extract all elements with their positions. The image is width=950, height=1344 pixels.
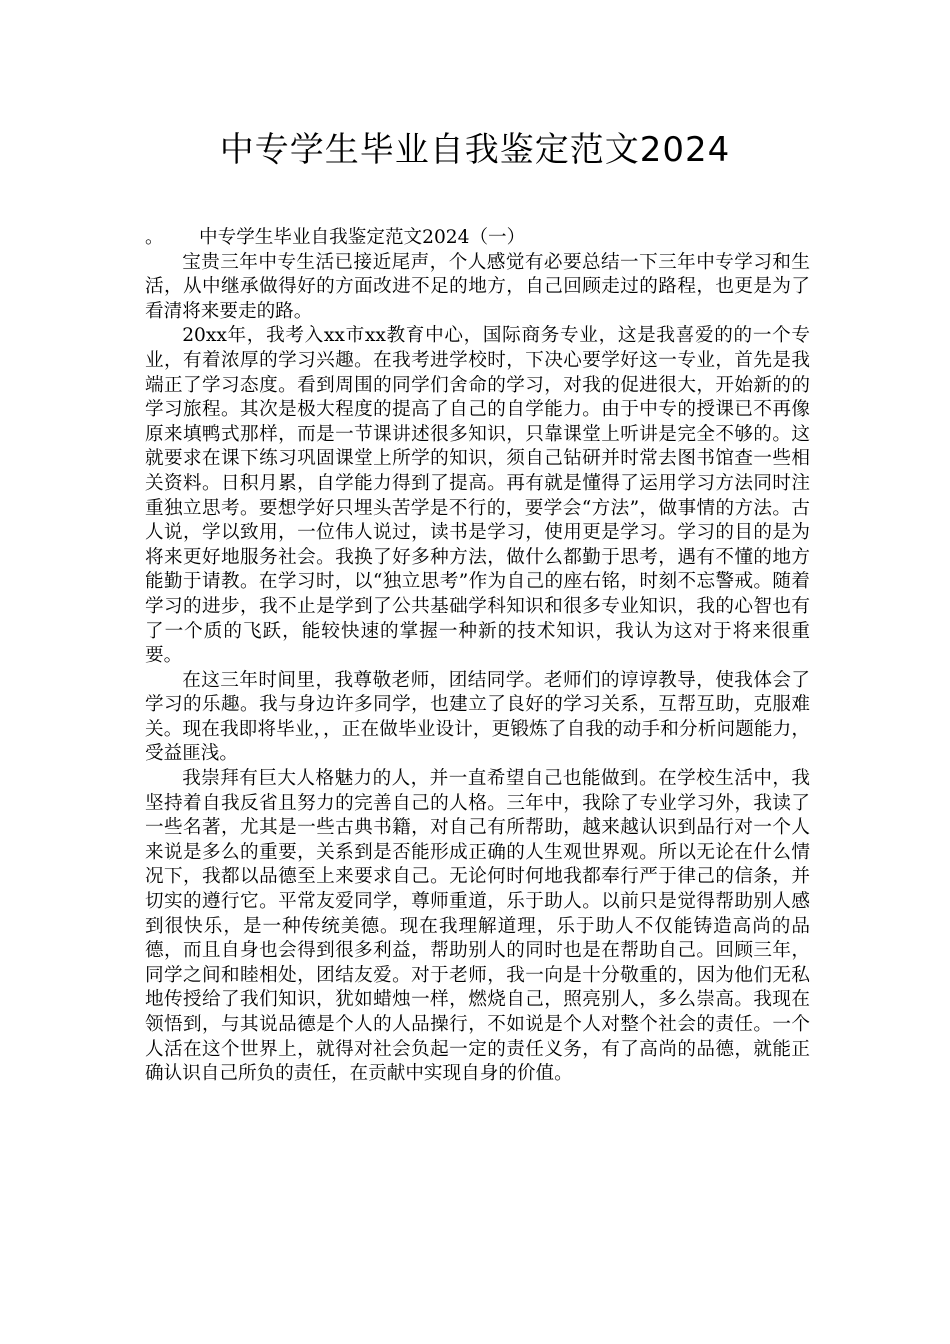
document-title: 中专学生毕业自我鉴定范文2024 — [219, 130, 731, 170]
paragraph-1: 宝贵三年中专生活已接近尾声，个人感觉有必要总结一下三年中专学习和生活，从中继承做得好的方面改进不足的地方，自己回顾走过的路程，也更是为了看清将来要走的路。 — [145, 251, 810, 322]
paragraph-4: 我崇拜有巨大人格魅力的人，并一直希望自己也能做到。在学校生活中，我坚持着自我反省且努力的完善自己的人格。三年中，我除了专业学习外，我读了一些名著，尤其是一些古典书籍，对自己有所帮助，越来越认识到品行对一个人来说是多么的重要，关系到是否能形成正确的人生观世界观。所以无论在什么情况下，我都以品德至上来要求自己。无论何时何地我都奉行严于律己的信条，并切实的遵行它。平常友爱同学，尊师重道，乐于助人。以前只是觉得帮助别人感到很快乐，是一种传统美德。现在我理解道理，乐于助人不仅能铸造高尚的品德，而且自身也会得到很多利益，帮助别人的同时也是在帮助自己。回顾三年，同学之间和睦相处，团结友爱。对于老师，我一向是十分敬重的，因为他们无私地传授给了我们知识，犹如蜡烛一样，燃烧自己，照亮别人，多么崇高。我现在领悟到，与其说品德是个人的人品操行，不如说是个人对整个社会的责任。一个人活在这个世界上，就得对社会负起一定的责任义务，有了高尚的品德，就能正确认识自己所负的责任，在贡献中实现自身的价值。 — [145, 768, 810, 1085]
section-subheading — [145, 226, 810, 251]
subheading-marker: 。 — [145, 227, 164, 248]
paragraph-2: 20xx年，我考入xx市xx教育中心，国际商务专业，这是我喜爱的的一个专业，有着浓厚的学习兴趣。在我考进学校时，下决心要学好这一专业，首先是我端正了学习态度。看到周围的同学们舍命的学习，对我的促进很大，开始新的的学习旅程。其次是极大程度的提高了自己的自学能力。由于中专的授课已不再像原来填鸭式那样，而是一节课讲述很多知识，只靠课堂上听讲是完全不够的。这就要求在课下练习巩固课堂上所学的知识，须自己钻研并时常去图书馆查一些相关资料。日积月累，自学能力得到了提高。再有就是懂得了运用学习方法同时注重独立思考。要想学好只埋头苦学是不行的，要学会“方法”，做事情的方法。古人说，学以致用，一位伟人说过，读书是学习，使用更是学习。学习的目的是为将来更好地服务社会。我换了好多种方法，做什么都勤于思考，遇有不懂的地方能勤于请教。在学习时，以“独立思考”作为自己的座右铭，时刻不忘警戒。随着学习的进步，我不止是学到了公共基础学科知识和很多专业知识，我的心智也有了一个质的飞跃，能较快速的掌握一种新的技术知识，我认为这对于将来很重要。 — [145, 325, 810, 667]
subheading-text: 中专学生毕业自我鉴定范文2024（一） — [199, 227, 526, 248]
document-body — [145, 226, 810, 1087]
paragraph-3: 在这三年时间里，我尊敬老师，团结同学。老师们的谆谆教导，使我体会了学习的乐趣。我与身边许多同学，也建立了良好的学习关系，互帮互助，克服难关。现在我即将毕业，，正在做毕业设计，更锻炼了自我的动手和分析问题能力，受益匪浅。 — [145, 669, 810, 765]
